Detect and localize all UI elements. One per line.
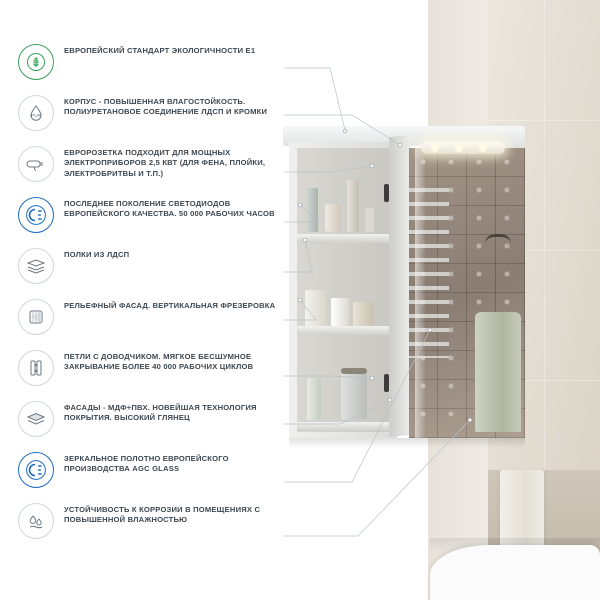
feature-shelves-ldsp xyxy=(18,246,280,290)
feature-corrosion-resistance xyxy=(18,501,280,545)
pur-droplet-icon xyxy=(18,95,54,131)
feature-text: КОРПУС - ПОВЫШЕННАЯ ВЛАГОСТОЙКОСТЬ. ПОЛИУРЕТАНОВОЕ СОЕДИНЕНИЕ ЛДСП И КРОМКИ xyxy=(64,97,268,117)
feature-text: ЗЕРКАЛЬНОЕ ПОЛОТНО ЕВРОПЕЙСКОГО ПРОИЗВОДСТВА AGC GLASS xyxy=(64,454,229,474)
feature-soft-close-hinges xyxy=(18,348,280,392)
layered-board-icon xyxy=(18,401,54,437)
feature-text: ПОСЛЕДНЕЕ ПОКОЛЕНИЕ СВЕТОДИОДОВ ЕВРОПЕЙСКОГО КАЧЕСТВА. 50 000 РАБОЧИХ ЧАСОВ xyxy=(64,199,275,219)
feature-pur-glue xyxy=(18,93,280,137)
ce-mark-mirror-icon xyxy=(18,452,54,488)
eco-leaf-e1-icon xyxy=(18,44,54,80)
feature-mdf-pvc-facade xyxy=(18,399,280,443)
feature-relief-facade xyxy=(18,297,280,341)
stacked-shelves-icon xyxy=(18,248,54,284)
hair-dryer-icon xyxy=(18,146,54,182)
feature-eco-e1 xyxy=(18,42,280,86)
feature-text: РЕЛЬЕФНЫЙ ФАСАД. ВЕРТИКАЛЬНАЯ ФРЕЗЕРОВКА xyxy=(64,301,276,310)
feature-text: ФАСАДЫ - МДФ+ПВХ. НОВЕЙШАЯ ТЕХНОЛОГИЯ ПОКРЫТИЯ. ВЫСОКИЙ ГЛЯНЕЦ xyxy=(64,403,257,423)
feature-text: ЕВРОРОЗЕТКА ПОДХОДИТ ДЛЯ МОЩНЫХ ЭЛЕКТРОПРИБОРОВ 2,5 КВТ (ДЛЯ ФЕНА, ПЛОЙКИ, ЭЛЕКТРОБРИТВЫ И Т.П.) xyxy=(64,148,266,178)
feature-euro-socket xyxy=(18,144,280,188)
svg-text:E1: E1 xyxy=(32,60,40,66)
feature-led-ce xyxy=(18,195,280,239)
ce-mark-led-icon xyxy=(18,197,54,233)
feature-agc-glass xyxy=(18,450,280,494)
relief-panel-icon xyxy=(18,299,54,335)
svg-text:PUR: PUR xyxy=(31,113,41,118)
feature-list xyxy=(18,42,280,552)
hinge-icon xyxy=(18,350,54,386)
feature-text: ЕВРОПЕЙСКИЙ СТАНДАРТ ЭКОЛОГИЧНОСТИ Е1 xyxy=(64,46,256,55)
water-drops-icon xyxy=(18,503,54,539)
feature-text: ПЕТЛИ С ДОВОДЧИКОМ. МЯГКОЕ БЕСШУМНОЕ ЗАКРЫВАНИЕ БОЛЕЕ 40 000 РАБОЧИХ ЦИКЛОВ xyxy=(64,352,254,372)
feature-text: ПОЛКИ ИЗ ЛДСП xyxy=(64,250,130,259)
feature-text: УСТОЙЧИВОСТЬ К КОРРОЗИИ В ПОМЕЩЕНИЯХ С ПОВЫШЕННОЙ ВЛАЖНОСТЬЮ xyxy=(64,505,261,525)
